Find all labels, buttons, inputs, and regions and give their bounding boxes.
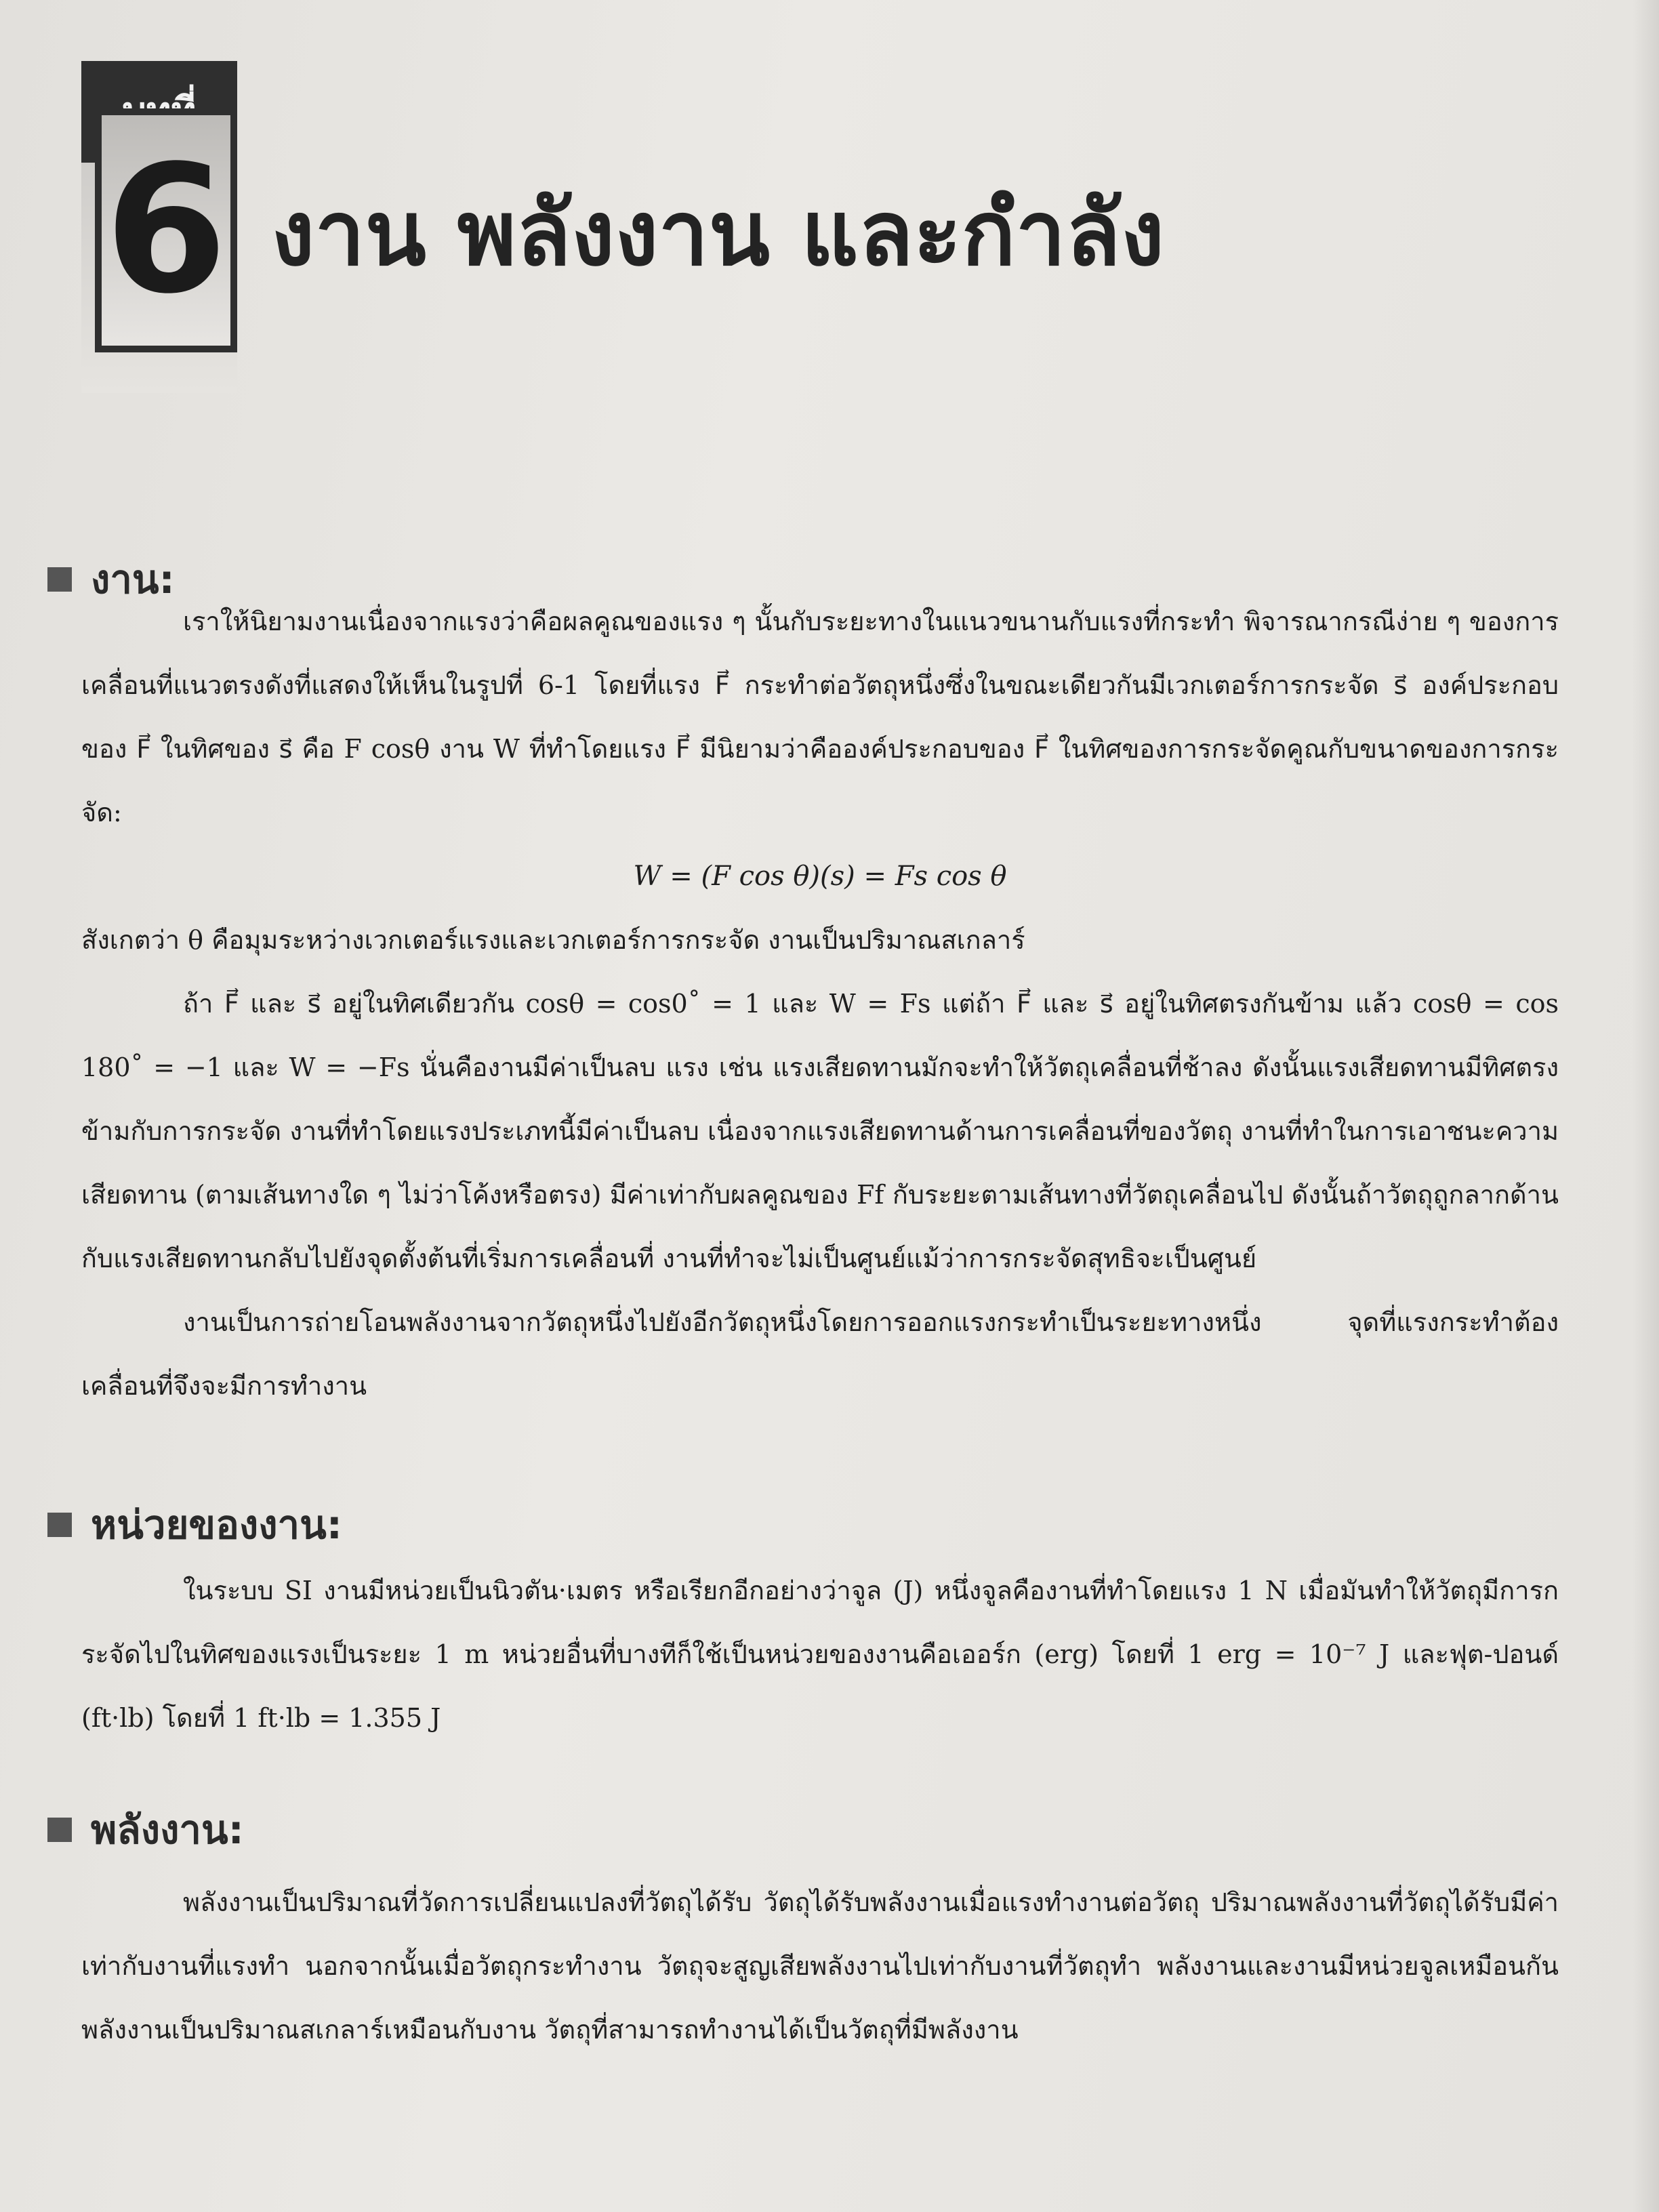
paragraph: งานเป็นการถ่ายโอนพลังงานจากวัตถุหนึ่งไปยังอีกวัตถุหนึ่งโดยการออกแรงกระทำเป็นระยะทางหนึ่ง จุดที่แรงกระทำต้องเคลื่อนที่จึงจะมีการทำงาน [81,1307,1559,1401]
paragraph: สังเกตว่า θ คือมุมระหว่างเวกเตอร์แรงและเวกเตอร์การกระจัด งานเป็นปริมาณสเกลาร์ [81,925,1025,955]
section-body-units [81,1559,1559,1750]
square-bullet-icon [47,1513,72,1537]
section-heading-units-text: หน่วยของงาน: [91,1502,342,1548]
section-body-work [81,590,1559,1418]
paragraph: พลังงานเป็นปริมาณที่วัดการเปลี่ยนแปลงที่วัตถุได้รับ วัตถุได้รับพลังงานเมื่อแรงทำงานต่อวัตถุ ปริมาณพลังงานที่วัตถุได้รับมีค่าเท่ากับงานที่แรงทำ นอกจากนั้นเมื่อวัตถุกระทำงาน วัตถุจะสูญเสียพลังงานไปเท่ากับงานที่วัตถุทำ พลังงานและงานมีหน่วยจูลเหมือนกัน พลังงานเป็นปริมาณสเกลาร์เหมือนกับงาน วัตถุที่สามารถทำงานได้เป็นวัตถุที่มีพลังงาน [81,1887,1559,2045]
section-heading-work-text: งาน: [91,556,175,602]
equation: W = (F cos θ)(s) = Fs cos θ [633,861,1007,892]
page-shadow [1632,0,1659,2212]
square-bullet-icon [47,567,72,592]
paragraph: ในระบบ SI งานมีหน่วยเป็นนิวตัน·เมตร หรือเรียกอีกอย่างว่าจูล (J) หนึ่งจูลคืองานที่ทำโดยแรง 1 N เมื่อมันทำให้วัตถุมีการกระจัดไปในทิศของแรงเป็นระยะ 1 m หน่วยอื่นที่บางทีก็ใช้เป็นหน่วยของงานคือเออร์ก (erg) โดยที่ 1 erg = 10⁻⁷ J และฟุต-ปอนด์ (ft·lb) โดยที่ 1 ft·lb = 1.355 J [81,1576,1559,1733]
section-heading-energy [47,1803,1267,1857]
section-body-energy [81,1870,1559,2062]
paragraph: ถ้า F⃗ และ s⃗ อยู่ในทิศเดียวกัน cosθ = cos0˚ = 1 และ W = Fs แต่ถ้า F⃗ และ s⃗ อยู่ในทิศตรงกันข้าม แล้ว cosθ = cos 180˚ = −1 และ W = −Fs นั่นคืองานมีค่าเป็นลบ แรง เช่น แรงเสียดทานมักจะทำให้วัตถุเคลื่อนที่ช้าลง ดังนั้นแรงเสียดทานมีทิศตรงข้ามกับการกระจัด งานที่ทำโดยแรงประเภทนี้มีค่าเป็นลบ เนื่องจากแรงเสียดทานด้านการเคลื่อนที่ของวัตถุ งานที่ทำในการเอาชนะความเสียดทาน (ตามเส้นทางใด ๆ ไม่ว่าโค้งหรือตรง) มีค่าเท่ากับผลคูณของ Ff กับระยะตามเส้นทางที่วัตถุเคลื่อนไป ดังนั้นถ้าวัตถุถูกลากด้านกับแรงเสียดทานกลับไปยังจุดตั้งต้นที่เริ่มการเคลื่อนที่ งานที่ทำจะไม่เป็นศูนย์แม้ว่าการกระจัดสุทธิจะเป็นศูนย์ [81,989,1559,1273]
chapter-title: งาน พลังงาน และกำลัง [271,182,1165,286]
section-heading-units [47,1498,1267,1552]
chapter-number: 6 [95,108,237,352]
square-bullet-icon [47,1818,72,1842]
section-heading-energy-text: พลังงาน: [91,1807,244,1853]
paragraph: เราให้นิยามงานเนื่องจากแรงว่าคือผลคูณของแรง ๆ นั้นกับระยะทางในแนวขนานกับแรงที่กระทำ พิจารณากรณีง่าย ๆ ของการเคลื่อนที่แนวตรงดังที่แสดงให้เห็นในรูปที่ 6-1 โดยที่แรง F⃗ กระทำต่อวัตถุหนึ่งซึ่งในขณะเดียวกันมีเวกเตอร์การกระจัด s⃗ องค์ประกอบของ F⃗ ในทิศของ s⃗ คือ F cosθ งาน W ที่ทำโดยแรง F⃗ มีนิยามว่าคือองค์ประกอบของ F⃗ ในทิศของการกระจัดคูณกับขนาดของการกระจัด: [81,607,1559,827]
